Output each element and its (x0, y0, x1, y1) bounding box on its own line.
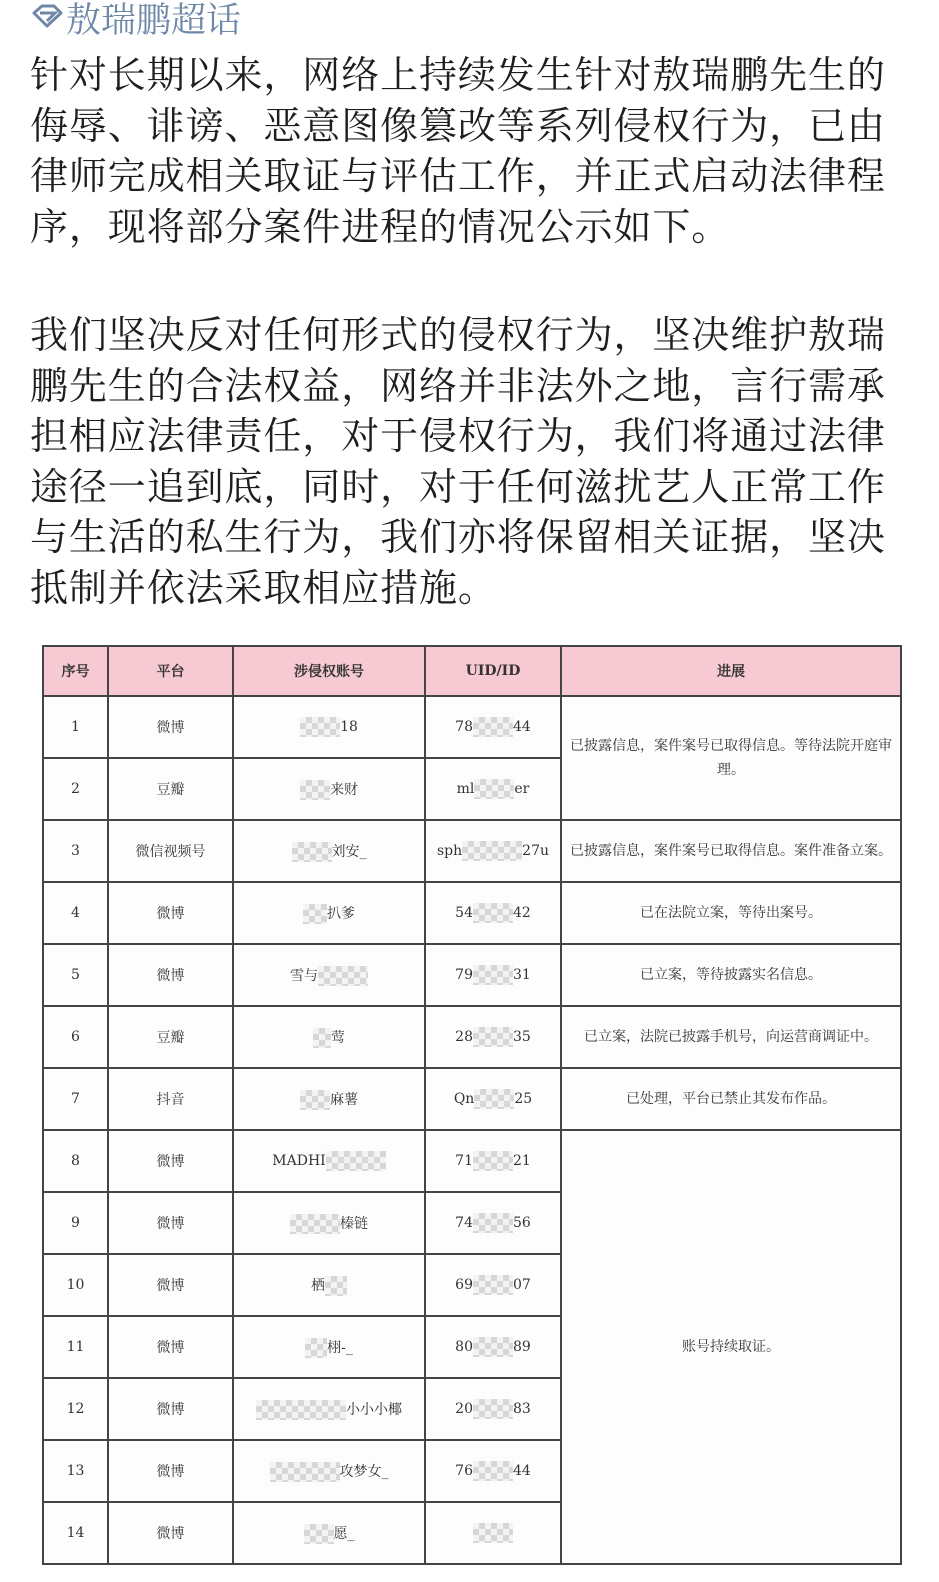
row-number: 7 (43, 1068, 108, 1130)
row-number: 8 (43, 1130, 108, 1192)
case-progress-table (42, 645, 902, 1565)
statement-paragraph-2: 我们坚决反对任何形式的侵权行为，坚决维护敖瑞鹏先生的合法权益，网络并非法外之地，言行需承担相应法律责任，对于侵权行为，我们将通过法律途径一追到底，同时，对于任何滋扰艺人正常工作与生活的私生行为，我们亦将保留相关证据，坚决抵制并依法采取相应措施。 (30, 313, 886, 610)
row-uid (425, 1378, 561, 1440)
mosaic-mask (473, 1213, 513, 1233)
uid-suffix: 83 (513, 1401, 531, 1417)
supertopic-diamond-icon (30, 0, 66, 38)
mosaic-mask (473, 717, 513, 737)
uid-suffix: 07 (513, 1277, 531, 1293)
supertopic-name: 敖瑞鹏超话 (66, 1, 242, 41)
row-number: 4 (43, 882, 108, 944)
mosaic-mask (326, 1151, 386, 1171)
account-suffix: 刘安_ (331, 843, 367, 860)
mosaic-mask (462, 841, 522, 861)
row-platform: 微博 (108, 1130, 233, 1192)
mosaic-mask (473, 1461, 513, 1481)
uid-prefix: 76 (455, 1463, 473, 1479)
row-account (233, 1440, 425, 1502)
mosaic-mask (300, 780, 330, 800)
row-account (233, 1006, 425, 1068)
mosaic-mask (325, 1276, 347, 1296)
row-account (233, 882, 425, 944)
uid-prefix: 71 (455, 1153, 473, 1169)
account-suffix: 攻梦女_ (339, 1463, 389, 1480)
row-account (233, 1192, 425, 1254)
row-platform: 微博 (108, 1378, 233, 1440)
row-number: 11 (43, 1316, 108, 1378)
row-number: 1 (43, 696, 108, 758)
row-number: 14 (43, 1502, 108, 1564)
table-header-row (43, 646, 901, 696)
row-number: 10 (43, 1254, 108, 1316)
row-platform: 抖音 (108, 1068, 233, 1130)
row-account (233, 1130, 425, 1192)
mosaic-mask (256, 1400, 346, 1420)
account-suffix: 莺 (331, 1029, 345, 1046)
row-platform: 微博 (108, 696, 233, 758)
row-progress: 已披露信息，案件案号已取得信息。等待法院开庭审理。 (561, 696, 901, 820)
mosaic-mask (473, 1275, 513, 1295)
mosaic-mask (473, 903, 513, 923)
table-row (43, 1006, 901, 1068)
uid-prefix: Qn (453, 1091, 475, 1107)
uid-suffix: 56 (513, 1215, 531, 1231)
row-platform: 微博 (108, 1316, 233, 1378)
mosaic-mask (304, 1524, 334, 1544)
row-platform: 微博 (108, 1502, 233, 1564)
row-uid (425, 696, 561, 758)
uid-suffix: 44 (513, 719, 531, 735)
row-progress: 已立案，法院已披露手机号，向运营商调证中。 (561, 1006, 901, 1068)
uid-prefix: 79 (455, 967, 473, 983)
mosaic-mask (290, 1214, 340, 1234)
mosaic-mask (473, 1399, 513, 1419)
uid-prefix: 20 (455, 1401, 473, 1417)
mosaic-mask (300, 1090, 330, 1110)
row-uid (425, 1192, 561, 1254)
uid-suffix: er (514, 781, 530, 797)
mosaic-mask (474, 1089, 514, 1109)
row-platform: 豆瓣 (108, 758, 233, 820)
table-row (43, 944, 901, 1006)
row-uid (425, 1502, 561, 1564)
mosaic-mask (474, 779, 514, 799)
mosaic-mask (473, 1523, 513, 1543)
row-uid (425, 882, 561, 944)
row-account (233, 1378, 425, 1440)
row-number: 5 (43, 944, 108, 1006)
row-platform: 微博 (108, 944, 233, 1006)
row-uid (425, 1254, 561, 1316)
row-uid (425, 1130, 561, 1192)
table-row (43, 820, 901, 882)
account-suffix: 栩-_ (327, 1339, 353, 1356)
uid-suffix: 25 (514, 1091, 533, 1107)
table-row (43, 882, 901, 944)
row-progress: 已处理，平台已禁止其发布作品。 (561, 1068, 901, 1130)
uid-suffix: 27u (522, 843, 549, 859)
mosaic-mask (303, 904, 327, 924)
row-account (233, 1316, 425, 1378)
row-number: 13 (43, 1440, 108, 1502)
mosaic-mask (300, 717, 340, 737)
uid-suffix: 31 (513, 967, 531, 983)
header-account: 涉侵权账号 (233, 646, 425, 696)
account-suffix: 榛链 (340, 1215, 368, 1232)
mosaic-mask (473, 1337, 513, 1357)
row-progress: 已在法院立案，等待出案号。 (561, 882, 901, 944)
row-uid (425, 1440, 561, 1502)
row-uid (425, 1316, 561, 1378)
uid-suffix: 21 (513, 1153, 531, 1169)
uid-prefix: ml (456, 781, 475, 797)
mosaic-mask (305, 1338, 327, 1358)
row-platform: 微博 (108, 1254, 233, 1316)
row-uid (425, 820, 561, 882)
row-platform: 微信视频号 (108, 820, 233, 882)
uid-prefix: 78 (455, 719, 473, 735)
statement-paragraph-1: 针对长期以来，网络上持续发生针对敖瑞鹏先生的侮辱、诽谤、恶意图像篡改等系列侵权行为，已由律师完成相关取证与评估工作，并正式启动法律程序，现将部分案件进程的情况公示如下。 (30, 53, 886, 249)
mosaic-mask (292, 842, 332, 862)
row-progress: 已立案，等待披露实名信息。 (561, 944, 901, 1006)
uid-prefix: 74 (455, 1215, 473, 1231)
table-row (43, 696, 901, 758)
table-row (43, 1130, 901, 1192)
uid-suffix: 89 (513, 1339, 531, 1355)
row-progress: 已披露信息，案件案号已取得信息。案件准备立案。 (561, 820, 901, 882)
row-number: 2 (43, 758, 108, 820)
header-platform: 平台 (108, 646, 233, 696)
mosaic-mask (473, 1027, 513, 1047)
uid-prefix: sph (436, 843, 463, 859)
row-platform: 豆瓣 (108, 1006, 233, 1068)
mosaic-mask (473, 965, 513, 985)
account-suffix: 18 (340, 719, 358, 735)
header-progress: 进展 (561, 646, 901, 696)
account-prefix: 栖 (311, 1277, 325, 1294)
row-account (233, 1254, 425, 1316)
row-uid (425, 1068, 561, 1130)
uid-suffix: 44 (513, 1463, 531, 1479)
uid-prefix: 54 (455, 905, 473, 921)
mosaic-mask (270, 1462, 340, 1482)
account-suffix: 小小小椰 (346, 1401, 402, 1418)
row-uid (425, 1006, 561, 1068)
row-uid (425, 758, 561, 820)
account-suffix: 来财 (330, 781, 358, 798)
row-number: 9 (43, 1192, 108, 1254)
supertopic-title-link[interactable] (30, 0, 241, 40)
account-suffix: 愿_ (333, 1525, 355, 1542)
row-account (233, 696, 425, 758)
row-account (233, 1502, 425, 1564)
row-account (233, 1068, 425, 1130)
row-platform: 微博 (108, 882, 233, 944)
uid-suffix: 42 (513, 905, 531, 921)
row-account (233, 944, 425, 1006)
account-suffix: 扒爹 (327, 905, 355, 922)
row-number: 3 (43, 820, 108, 882)
header-uid: UID/ID (425, 646, 561, 696)
mosaic-mask (313, 1028, 331, 1048)
row-platform: 微博 (108, 1440, 233, 1502)
uid-suffix: 35 (513, 1029, 531, 1045)
row-number: 12 (43, 1378, 108, 1440)
account-prefix: 雪与 (290, 967, 318, 984)
uid-prefix: 69 (455, 1277, 473, 1293)
row-account (233, 820, 425, 882)
uid-prefix: 80 (455, 1339, 473, 1355)
row-account (233, 758, 425, 820)
uid-prefix: 28 (455, 1029, 473, 1045)
account-suffix: 麻薯 (330, 1091, 358, 1108)
mosaic-mask (318, 966, 368, 986)
row-platform: 微博 (108, 1192, 233, 1254)
mosaic-mask (473, 1151, 513, 1171)
row-uid (425, 944, 561, 1006)
row-number: 6 (43, 1006, 108, 1068)
account-prefix: MADHI (272, 1153, 326, 1169)
row-progress: 账号持续取证。 (561, 1130, 901, 1564)
table-row (43, 1068, 901, 1130)
header-no: 序号 (43, 646, 108, 696)
